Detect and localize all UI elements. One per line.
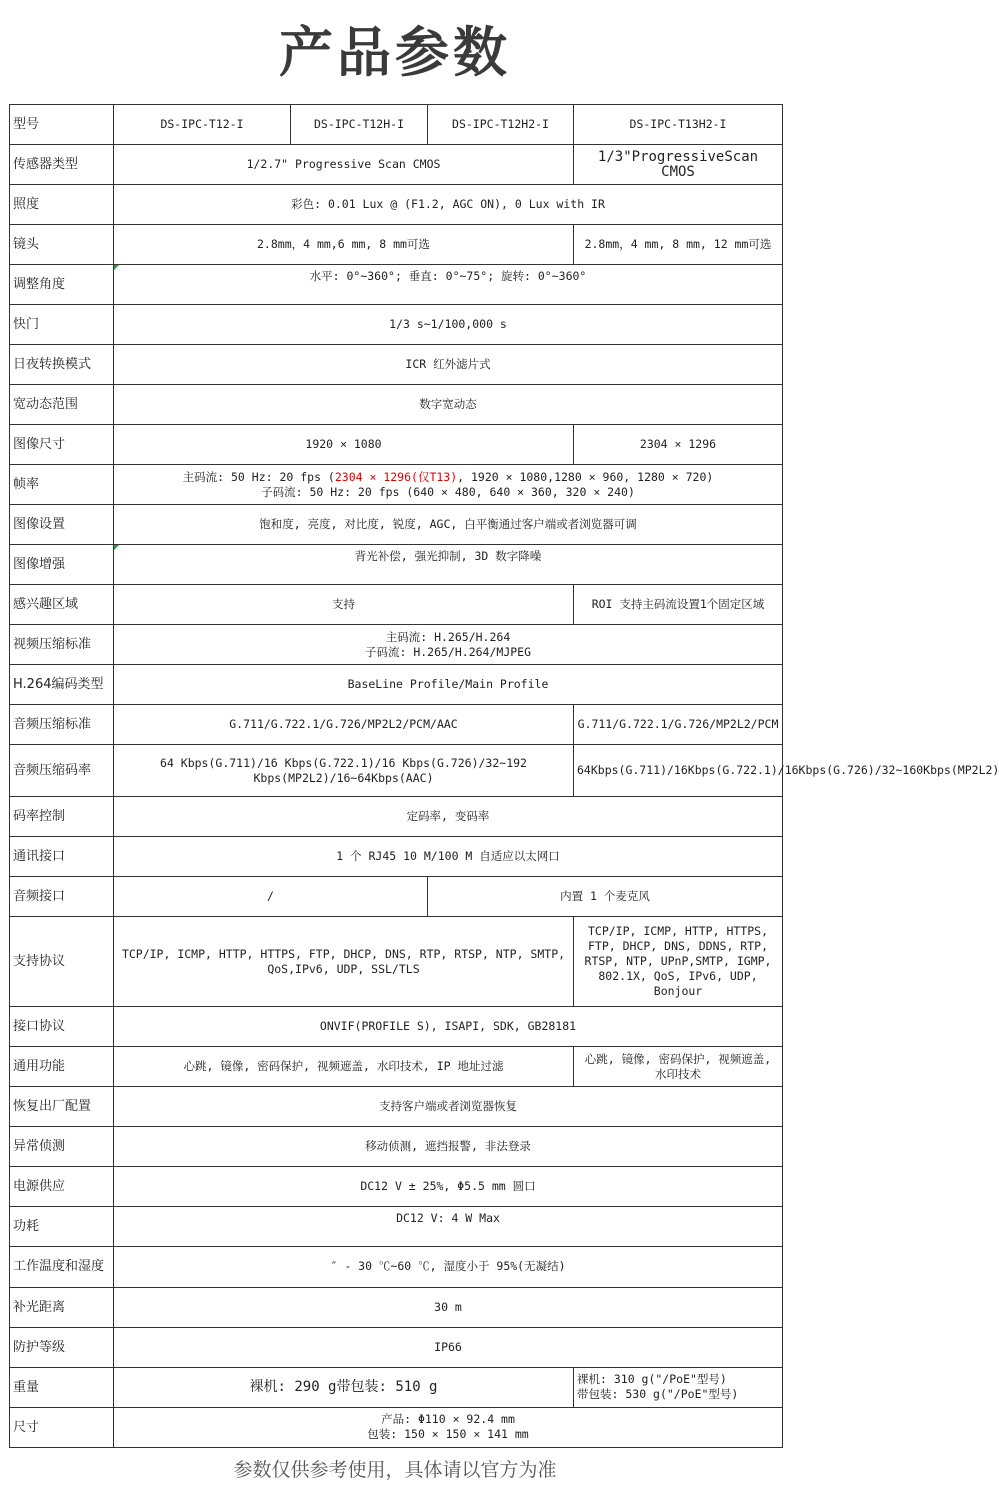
table-row <box>10 1207 783 1247</box>
framerate-main <box>117 470 779 485</box>
value-cell: 64 Kbps(G.711)/16 Kbps(G.722.1)/16 Kbps(G.726)/32~192 Kbps(MP2L2)/16~64Kbps(AAC) <box>114 745 574 797</box>
row-label: 工作温度和湿度 <box>10 1247 114 1287</box>
table-row <box>10 265 783 305</box>
row-label: 音频接口 <box>10 877 114 917</box>
value-cell: 1/3"ProgressiveScan CMOS <box>574 145 783 185</box>
value-cell: 定码率, 变码率 <box>114 797 783 837</box>
table-row <box>10 585 783 625</box>
row-label: 功耗 <box>10 1207 114 1247</box>
page-title: 产品参数 <box>279 21 511 84</box>
videocomp-main: 主码流: H.265/H.264 <box>385 629 511 644</box>
value-cell: 1 个 RJ45 10 M/100 M 自适应以太网口 <box>114 837 783 877</box>
value-cell: 心跳, 镜像, 密码保护, 视频遮盖, 水印技术 <box>574 1047 783 1087</box>
table-row <box>10 797 783 837</box>
row-label: 接口协议 <box>10 1007 114 1047</box>
row-label: 音频压缩码率 <box>10 745 114 797</box>
model-cell: DS-IPC-T13H2-I <box>574 105 783 145</box>
table-row <box>10 745 783 797</box>
table-row <box>10 665 783 705</box>
dimension-product: 产品: Φ110 × 92.4 mm <box>381 1412 515 1427</box>
table-row <box>10 345 783 385</box>
framerate-main-highlight: 2304 × 1296(仅T13) <box>334 469 458 484</box>
row-label: 重量 <box>10 1367 114 1407</box>
table-row <box>10 1407 783 1447</box>
value-cell: 心跳, 镜像, 密码保护, 视频遮盖, 水印技术, IP 地址过滤 <box>114 1047 574 1087</box>
row-label: 快门 <box>10 305 114 345</box>
row-label: 音频压缩标准 <box>10 705 114 745</box>
row-label: 视频压缩标准 <box>10 625 114 665</box>
table-row <box>10 145 783 185</box>
row-label: H.264编码类型 <box>10 665 114 705</box>
value-cell: 1920 × 1080 <box>114 425 574 465</box>
value-cell: IP66 <box>114 1327 783 1367</box>
spec-table <box>9 104 999 1448</box>
row-label: 通讯接口 <box>10 837 114 877</box>
row-label: 帧率 <box>10 465 114 505</box>
table-row <box>10 837 783 877</box>
value-cell: 1/2.7" Progressive Scan CMOS <box>114 145 574 185</box>
row-label: 防护等级 <box>10 1327 114 1367</box>
value-cell: 移动侦测, 遮挡报警, 非法登录 <box>114 1127 783 1167</box>
row-label: 镜头 <box>10 225 114 265</box>
row-label: 补光距离 <box>10 1287 114 1327</box>
table-row <box>10 1087 783 1127</box>
row-label: 照度 <box>10 185 114 225</box>
table-row <box>10 1007 783 1047</box>
videocomp-cell <box>114 625 783 665</box>
value-cell: TCP/IP, ICMP, HTTP, HTTPS, FTP, DHCP, DNS, DDNS, RTP, RTSP, NTP, UPnP,SMTP, IGMP, 802.1X, QoS, IPv6, UDP, Bonjour <box>574 917 783 1007</box>
row-label: 日夜转换模式 <box>10 345 114 385</box>
framerate-sub: 子码流: 50 Hz: 20 fps (640 × 480, 640 × 360, 320 × 240) <box>261 484 635 499</box>
table-row <box>10 305 783 345</box>
value-cell: G.711/G.722.1/G.726/MP2L2/PCM <box>574 705 783 745</box>
row-label: 码率控制 <box>10 797 114 837</box>
table-row <box>10 465 783 505</box>
value-cell: 彩色: 0.01 Lux @ (F1.2, AGC ON), 0 Lux with IR <box>114 185 783 225</box>
value-cell: 支持客户端或者浏览器恢复 <box>114 1087 783 1127</box>
value-cell: 背光补偿, 强光抑制, 3D 数字降噪 <box>114 545 783 585</box>
table-row <box>10 1367 783 1407</box>
value-cell: 64Kbps(G.711)/16Kbps(G.722.1)/16Kbps(G.726)/32~160Kbps(MP2L2) <box>574 745 783 797</box>
value-cell: DC12 V ± 25%, Φ5.5 mm 圆口 <box>114 1167 783 1207</box>
value-cell: ONVIF(PROFILE S), ISAPI, SDK, GB28181 <box>114 1007 783 1047</box>
table-row <box>10 1327 783 1367</box>
value-cell: ICR 红外滤片式 <box>114 345 783 385</box>
framerate-main-text: 主码流: 50 Hz: 20 fps ( <box>182 469 335 484</box>
table-row <box>10 505 783 545</box>
table-row <box>10 1247 783 1287</box>
table-row <box>10 385 783 425</box>
value-cell: 支持 <box>114 585 574 625</box>
table-row <box>10 105 783 145</box>
value-cell: 内置 1 个麦克风 <box>428 877 783 917</box>
model-cell: DS-IPC-T12H2-I <box>428 105 574 145</box>
value-cell: TCP/IP, ICMP, HTTP, HTTPS, FTP, DHCP, DNS, RTP, RTSP, NTP, SMTP, QoS,IPv6, UDP, SSL/TLS <box>114 917 574 1007</box>
table-row <box>10 1167 783 1207</box>
weight-bare: 裸机: 310 g("/PoE"型号) <box>577 1372 727 1387</box>
row-label: 电源供应 <box>10 1167 114 1207</box>
row-label: 图像增强 <box>10 545 114 585</box>
table-row <box>10 545 783 585</box>
row-label: 支持协议 <box>10 917 114 1007</box>
row-label: 异常侦测 <box>10 1127 114 1167</box>
value-cell: DC12 V: 4 W Max <box>114 1207 783 1247</box>
table-row <box>10 1047 783 1087</box>
dimension-cell <box>114 1407 783 1447</box>
value-cell: ROI 支持主码流设置1个固定区域 <box>574 585 783 625</box>
value-cell: 2304 × 1296 <box>574 425 783 465</box>
row-label: 感兴趣区域 <box>10 585 114 625</box>
row-label: 宽动态范围 <box>10 385 114 425</box>
videocomp-sub: 子码流: H.265/H.264/MJPEG <box>364 644 532 659</box>
table-row <box>10 705 783 745</box>
value-cell: 2.8mm，4 mm,6 mm, 8 mm可选 <box>114 225 574 265</box>
row-label: 尺寸 <box>10 1407 114 1447</box>
value-cell: ″ - 30 ℃~60 ℃, 湿度小于 95%(无凝结) <box>114 1247 783 1287</box>
value-cell: 水平: 0°~360°; 垂直: 0°~75°; 旋转: 0°~360° <box>114 265 783 305</box>
value-cell: 2.8mm，4 mm, 8 mm, 12 mm可选 <box>574 225 783 265</box>
row-label: 图像设置 <box>10 505 114 545</box>
value-cell: 1/3 s~1/100,000 s <box>114 305 783 345</box>
value-cell: BaseLine Profile/Main Profile <box>114 665 783 705</box>
value-cell: / <box>114 877 428 917</box>
table-row <box>10 1127 783 1167</box>
value-cell: 裸机: 290 g带包装: 510 g <box>114 1367 574 1407</box>
row-label: 传感器类型 <box>10 145 114 185</box>
table-row <box>10 1287 783 1327</box>
model-cell: DS-IPC-T12-I <box>114 105 291 145</box>
row-label: 型号 <box>10 105 114 145</box>
framerate-main-rest: , 1920 × 1080,1280 × 960, 1280 × 720) <box>457 469 714 484</box>
row-label: 调整角度 <box>10 265 114 305</box>
value-cell: G.711/G.722.1/G.726/MP2L2/PCM/AAC <box>114 705 574 745</box>
model-cell: DS-IPC-T12H-I <box>291 105 428 145</box>
row-label: 图像尺寸 <box>10 425 114 465</box>
value-cell: 饱和度, 亮度, 对比度, 锐度, AGC, 白平衡通过客户端或者浏览器可调 <box>114 505 783 545</box>
row-label: 恢复出厂配置 <box>10 1087 114 1127</box>
dimension-package: 包装: 150 × 150 × 141 mm <box>367 1427 529 1442</box>
table-row <box>10 225 783 265</box>
table-row <box>10 185 783 225</box>
row-label: 通用功能 <box>10 1047 114 1087</box>
disclaimer-footer: 参数仅供参考使用，具体请以官方为准 <box>233 1459 557 1481</box>
weight-b-cell <box>574 1367 783 1407</box>
table-row <box>10 625 783 665</box>
value-cell: 30 m <box>114 1287 783 1327</box>
table-row <box>10 425 783 465</box>
table-row <box>10 917 783 1007</box>
table-row <box>10 877 783 917</box>
value-cell: 数字宽动态 <box>114 385 783 425</box>
framerate-cell <box>114 465 783 505</box>
weight-packed: 带包装: 530 g("/PoE"型号) <box>577 1387 739 1402</box>
